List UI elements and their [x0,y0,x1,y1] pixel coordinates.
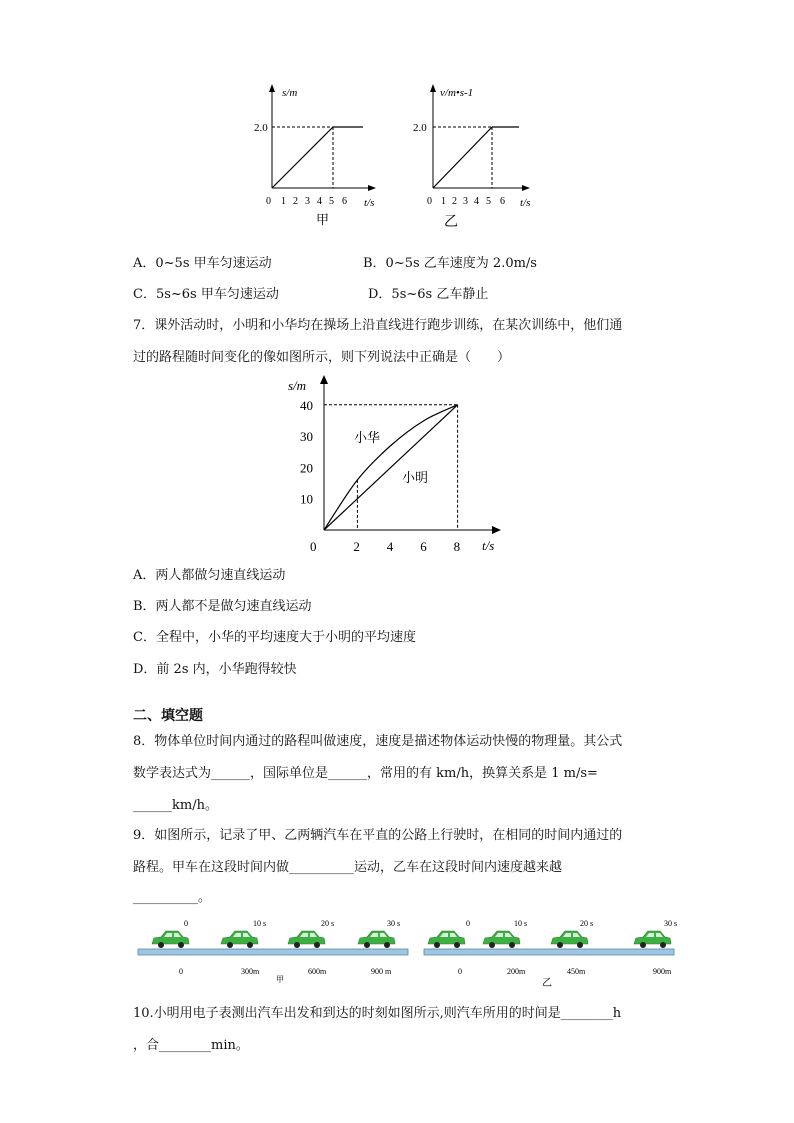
yi-ylabel: v/m•s-1 [440,87,474,99]
x-tick-label: 4 [386,539,394,554]
q9-line3: __________。 [133,890,212,905]
x-tick-label: 8 [453,539,461,554]
y-tick-label: 30 [300,429,313,445]
q8-line2: 数学表达式为______，国际单位是______，常用的有 km/h，换算关系是 1 m/s= [133,766,598,781]
fig6-graphs [230,78,560,238]
distance-label: 0 [179,967,183,976]
jia-ylabel: s/m [282,87,298,99]
road-jia [138,949,408,955]
yi-xtick: 1 [441,196,446,207]
q7-option-a: A．两人都做匀速直线运动 [133,568,286,583]
cars-figure [136,912,686,990]
series-line-1 [324,405,458,530]
caption-yi: 乙 [542,978,552,989]
q6-option-d: D．5s~6s 乙车静止 [368,287,489,302]
jia-xticks [266,196,347,207]
q8-line1: 8．物体单位时间内通过的路程叫做速度，速度是描述物体运动快慢的物理量。其公式 [133,734,623,749]
series-label-xiaohua: 小华 [354,430,381,445]
car-icon [288,931,325,948]
yi-xtick: 0 [427,196,432,207]
jia-xtick: 3 [305,196,310,207]
yi-caption: 乙 [444,215,458,230]
graph-yi [413,84,530,230]
graph-jia [254,84,376,227]
q7-option-c: C．全程中，小华的平均速度大于小明的平均速度 [133,630,416,645]
yi-xlabel: t/s [520,197,531,209]
car-icon [152,931,189,948]
q7-stem-line1: 7．课外活动时，小明和小华均在操场上沿直线进行跑步训练，在某次训练中，他们通 [133,318,623,333]
jia-xtick: 0 [266,196,271,207]
distance-label: 900m [653,967,672,976]
chart-xlabel: t/s [482,538,495,553]
q8-line3: ______km/h。 [133,798,218,813]
series-label-xiaoming: 小明 [402,470,429,485]
x-tick-labels [310,539,460,554]
car-icon [428,931,465,948]
time-label: 10 s [253,919,267,928]
car-icon [551,931,588,948]
time-label: 0 [184,919,188,928]
time-label: 10 s [514,919,528,928]
q10-line1: 10.小明用电子表测出汽车出发和到达的时刻如图所示,则汽车所用的时间是________h [133,1006,622,1021]
x-tick-label: 6 [420,539,427,554]
jia-caption: 甲 [316,212,330,227]
distance-label: 900 m [371,967,392,976]
q10-line2: ，合________min。 [133,1038,249,1053]
time-label: 20 s [321,919,335,928]
q7-chart [280,372,520,562]
y-tick-label: 40 [300,397,313,413]
q6-option-a: A．0~5s 甲车匀速运动 [133,256,272,271]
car-icon [358,931,395,948]
time-label: 0 [466,919,470,928]
x-tick-label: 2 [353,539,360,554]
distance-label: 200m [507,967,526,976]
jia-ytick: 2.0 [254,122,268,134]
time-label: 30 s [664,919,678,928]
chart-ylabel: s/m [288,378,307,393]
q7-stem-line2: 过的路程随时间变化的像如图所示，则下列说法中正确是（ ） [133,350,511,365]
chart-series [324,405,458,530]
q6-option-c: C．5s~6s 甲车匀速运动 [133,287,279,302]
q9-line1: 9．如图所示，记录了甲、乙两辆汽车在平直的公路上行驶时，在相同的时间内通过的 [133,828,623,843]
jia-xtick: 6 [342,196,347,207]
car-icon [221,931,258,948]
distance-label: 300m [241,967,260,976]
yi-xtick: 2 [452,196,457,207]
yi-xtick: 5 [486,196,491,207]
car-icon [634,931,671,948]
q7-option-d: D．前 2s 内，小华跑得较快 [133,662,297,677]
yi-xtick: 4 [474,196,479,207]
distance-label: 0 [458,967,462,976]
cars-yi [428,919,677,976]
time-label: 20 s [580,919,594,928]
distance-label: 450m [567,967,586,976]
cars-jia [152,919,400,976]
yi-xticks [427,196,505,207]
jia-xtick: 5 [329,196,334,207]
distance-label: 600m [308,967,327,976]
jia-xlabel: t/s [364,197,375,209]
yi-xtick: 3 [463,196,468,207]
yi-ytick: 2.0 [413,122,427,134]
x-tick-label: 0 [310,539,317,554]
jia-xtick: 2 [293,196,298,207]
y-tick-labels [300,398,313,507]
y-tick-label: 20 [300,460,313,476]
q6-option-b: B．0~5s 乙车速度为 2.0m/s [363,256,537,271]
yi-xtick: 6 [500,196,505,207]
q9-line2: 路程。甲车在这段时间内做__________运动，乙车在这段时间内速度越来越 [133,860,563,875]
y-tick-label: 10 [300,491,313,507]
caption-jia: 甲 [276,975,284,984]
jia-xtick: 4 [317,196,322,207]
q7-option-b: B．两人都不是做匀速直线运动 [133,599,312,614]
car-icon [483,931,520,948]
section-title: 二、填空题 [133,708,203,724]
jia-xtick: 1 [281,196,286,207]
road-yi [424,949,674,955]
time-label: 30 s [387,919,401,928]
